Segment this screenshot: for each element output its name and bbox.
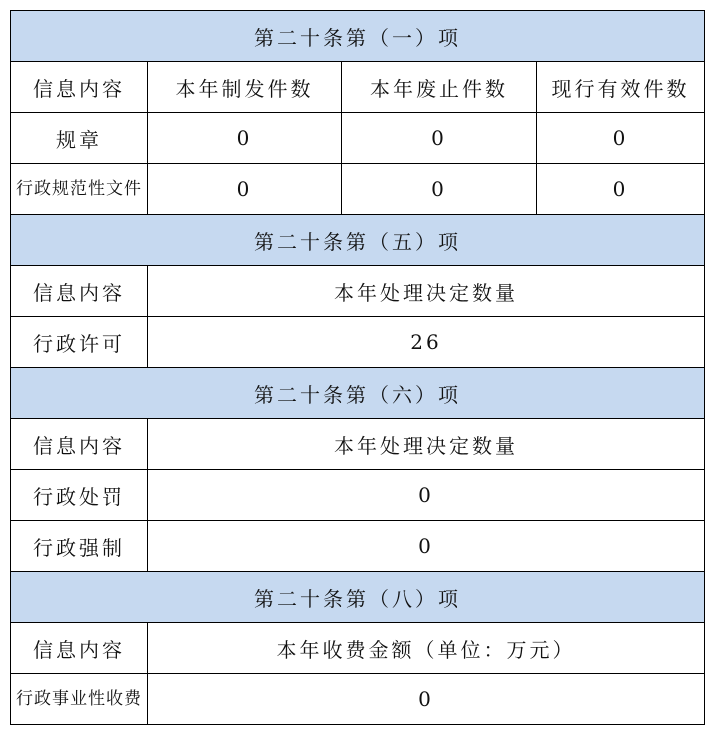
cell-value: 0 xyxy=(342,113,537,164)
cell-value: 26 xyxy=(148,317,705,368)
cell-value: 0 xyxy=(148,164,342,215)
column-header: 信息内容 xyxy=(11,266,148,317)
table-row xyxy=(11,164,705,215)
section-title: 第二十条第（八）项 xyxy=(11,572,705,623)
section-header-row xyxy=(11,368,705,419)
row-label: 行政强制 xyxy=(11,521,148,572)
column-header: 本年废止件数 xyxy=(342,62,537,113)
section-header-row xyxy=(11,572,705,623)
cell-value: 0 xyxy=(148,674,705,725)
table-row xyxy=(11,470,705,521)
column-header: 本年收费金额（单位：万元） xyxy=(148,623,705,674)
column-header-row xyxy=(11,419,705,470)
cell-value: 0 xyxy=(537,113,705,164)
cell-value: 0 xyxy=(148,470,705,521)
cell-value: 0 xyxy=(537,164,705,215)
row-label: 行政事业性收费 xyxy=(11,674,148,725)
column-header: 本年处理决定数量 xyxy=(148,266,705,317)
column-header: 现行有效件数 xyxy=(537,62,705,113)
column-header: 信息内容 xyxy=(11,623,148,674)
column-header: 信息内容 xyxy=(11,419,148,470)
row-label: 行政处罚 xyxy=(11,470,148,521)
section-title: 第二十条第（六）项 xyxy=(11,368,705,419)
row-label: 规章 xyxy=(11,113,148,164)
row-label: 行政许可 xyxy=(11,317,148,368)
section-header-row xyxy=(11,11,705,62)
column-header-row xyxy=(11,623,705,674)
section-title: 第二十条第（五）项 xyxy=(11,215,705,266)
row-label: 行政规范性文件 xyxy=(11,164,148,215)
column-header: 本年制发件数 xyxy=(148,62,342,113)
cell-value: 0 xyxy=(148,521,705,572)
column-header-row xyxy=(11,62,705,113)
page-bottom-edge xyxy=(0,736,714,744)
section-title: 第二十条第（一）项 xyxy=(11,11,705,62)
table-row xyxy=(11,113,705,164)
column-header: 信息内容 xyxy=(11,62,148,113)
section-header-row xyxy=(11,215,705,266)
table-row xyxy=(11,521,705,572)
table-row xyxy=(11,674,705,725)
table-row xyxy=(11,317,705,368)
disclosure-table xyxy=(10,10,705,725)
column-header: 本年处理决定数量 xyxy=(148,419,705,470)
cell-value: 0 xyxy=(342,164,537,215)
cell-value: 0 xyxy=(148,113,342,164)
column-header-row xyxy=(11,266,705,317)
